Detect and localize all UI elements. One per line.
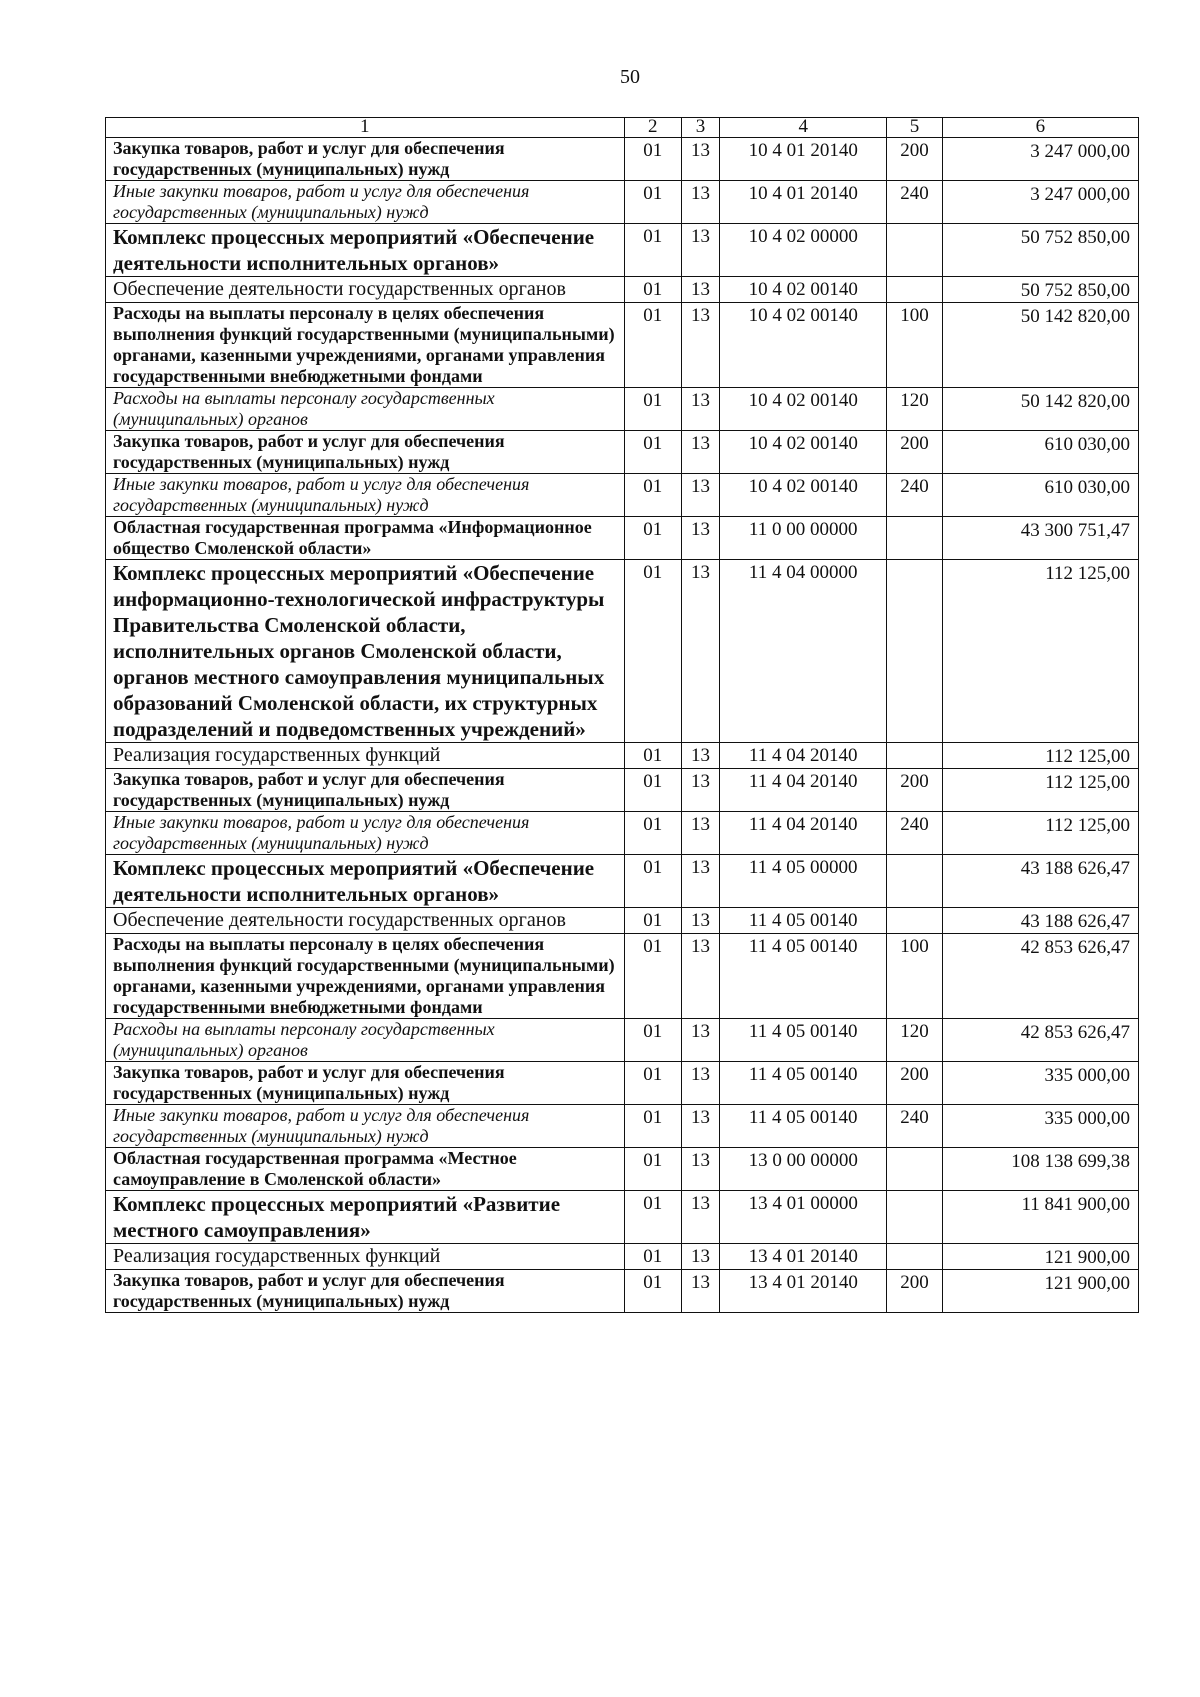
table-row [106,431,1139,474]
row-subsection-code: 13 [681,769,719,812]
page-number: 50 [620,66,640,88]
row-name: Обеспечение деятельности государственных органов [106,277,625,303]
row-section-code: 01 [624,1105,681,1148]
header-col-4: 4 [720,118,887,138]
table-row [106,855,1139,908]
row-subsection-code: 13 [681,1270,719,1313]
row-amount: 50 752 850,00 [942,224,1138,277]
row-section-code: 01 [624,934,681,1019]
row-subsection-code: 13 [681,431,719,474]
table-row [106,769,1139,812]
row-expense-type: 200 [887,1270,942,1313]
row-amount: 43 300 751,47 [942,517,1138,560]
row-amount: 50 752 850,00 [942,277,1138,303]
row-amount: 335 000,00 [942,1105,1138,1148]
row-expense-type: 240 [887,181,942,224]
row-name: Иные закупки товаров, работ и услуг для обеспечения государственных (муниципальных) нужд [106,181,625,224]
row-name: Иные закупки товаров, работ и услуг для обеспечения государственных (муниципальных) нужд [106,1105,625,1148]
row-target-article: 10 4 01 20140 [720,181,887,224]
row-section-code: 01 [624,812,681,855]
row-target-article: 10 4 01 20140 [720,138,887,181]
row-target-article: 10 4 02 00140 [720,431,887,474]
row-target-article: 13 4 01 20140 [720,1270,887,1313]
row-amount: 112 125,00 [942,560,1138,743]
row-name: Областная государственная программа «Информационное общество Смоленской области» [106,517,625,560]
row-subsection-code: 13 [681,474,719,517]
row-amount: 112 125,00 [942,812,1138,855]
row-target-article: 10 4 02 00140 [720,277,887,303]
row-amount: 112 125,00 [942,769,1138,812]
row-subsection-code: 13 [681,560,719,743]
row-expense-type [887,277,942,303]
row-name: Комплекс процессных мероприятий «Развитие местного самоуправления» [106,1191,625,1244]
row-name: Расходы на выплаты персоналу государственных (муниципальных) органов [106,1019,625,1062]
row-section-code: 01 [624,908,681,934]
row-subsection-code: 13 [681,908,719,934]
table-row [106,908,1139,934]
row-subsection-code: 13 [681,1019,719,1062]
table-row [106,138,1139,181]
row-amount: 112 125,00 [942,743,1138,769]
row-name: Закупка товаров, работ и услуг для обеспечения государственных (муниципальных) нужд [106,431,625,474]
row-amount: 42 853 626,47 [942,1019,1138,1062]
table-row [106,1105,1139,1148]
row-subsection-code: 13 [681,855,719,908]
row-expense-type [887,224,942,277]
row-section-code: 01 [624,303,681,388]
row-section-code: 01 [624,181,681,224]
row-expense-type: 200 [887,138,942,181]
row-subsection-code: 13 [681,303,719,388]
row-expense-type [887,1191,942,1244]
row-expense-type: 100 [887,303,942,388]
row-target-article: 11 4 05 00140 [720,908,887,934]
row-subsection-code: 13 [681,181,719,224]
header-col-5: 5 [887,118,942,138]
row-subsection-code: 13 [681,388,719,431]
row-section-code: 01 [624,855,681,908]
row-section-code: 01 [624,1019,681,1062]
row-expense-type [887,855,942,908]
row-expense-type [887,1148,942,1191]
row-target-article: 11 4 04 20140 [720,769,887,812]
row-subsection-code: 13 [681,1062,719,1105]
row-amount: 50 142 820,00 [942,303,1138,388]
row-target-article: 11 4 04 00000 [720,560,887,743]
row-section-code: 01 [624,560,681,743]
row-subsection-code: 13 [681,812,719,855]
table-row [106,224,1139,277]
row-name: Иные закупки товаров, работ и услуг для обеспечения государственных (муниципальных) нужд [106,812,625,855]
row-amount: 3 247 000,00 [942,138,1138,181]
table-row [106,1191,1139,1244]
row-name: Закупка товаров, работ и услуг для обеспечения государственных (муниципальных) нужд [106,769,625,812]
row-expense-type: 200 [887,769,942,812]
row-subsection-code: 13 [681,1148,719,1191]
row-amount: 43 188 626,47 [942,908,1138,934]
row-subsection-code: 13 [681,743,719,769]
row-expense-type [887,517,942,560]
row-target-article: 10 4 02 00000 [720,224,887,277]
table-row [106,1270,1139,1313]
row-amount: 42 853 626,47 [942,934,1138,1019]
table-row [106,517,1139,560]
row-subsection-code: 13 [681,277,719,303]
row-name: Комплекс процессных мероприятий «Обеспечение деятельности исполнительных органов» [106,855,625,908]
row-subsection-code: 13 [681,1105,719,1148]
row-name: Реализация государственных функций [106,1244,625,1270]
row-section-code: 01 [624,1244,681,1270]
row-amount: 11 841 900,00 [942,1191,1138,1244]
row-section-code: 01 [624,474,681,517]
row-target-article: 11 4 04 20140 [720,812,887,855]
row-amount: 108 138 699,38 [942,1148,1138,1191]
row-subsection-code: 13 [681,1244,719,1270]
header-col-2: 2 [624,118,681,138]
table-row [106,474,1139,517]
row-expense-type: 240 [887,474,942,517]
row-expense-type: 120 [887,388,942,431]
row-expense-type [887,743,942,769]
row-section-code: 01 [624,388,681,431]
row-amount: 3 247 000,00 [942,181,1138,224]
row-section-code: 01 [624,277,681,303]
row-target-article: 11 4 05 00000 [720,855,887,908]
row-subsection-code: 13 [681,517,719,560]
row-section-code: 01 [624,138,681,181]
row-name: Расходы на выплаты персоналу государственных (муниципальных) органов [106,388,625,431]
row-subsection-code: 13 [681,224,719,277]
row-name: Расходы на выплаты персоналу в целях обеспечения выполнения функций государственными (муниципальными) органами, казенными учреждениями, органами управления государственными внебюджетными фондами [106,934,625,1019]
row-name: Закупка товаров, работ и услуг для обеспечения государственных (муниципальных) нужд [106,1062,625,1105]
table-row [106,934,1139,1019]
row-target-article: 13 0 00 00000 [720,1148,887,1191]
row-expense-type: 240 [887,812,942,855]
row-target-article: 10 4 02 00140 [720,388,887,431]
header-row [106,118,1139,138]
row-name: Обеспечение деятельности государственных органов [106,908,625,934]
table-row [106,1062,1139,1105]
header-col-6: 6 [942,118,1138,138]
table-row [106,560,1139,743]
row-name: Областная государственная программа «Местное самоуправление в Смоленской области» [106,1148,625,1191]
row-section-code: 01 [624,517,681,560]
row-section-code: 01 [624,224,681,277]
table-row [106,1244,1139,1270]
row-expense-type: 100 [887,934,942,1019]
row-target-article: 11 4 05 00140 [720,1019,887,1062]
table-row [106,743,1139,769]
budget-table [105,117,1139,1313]
row-name: Иные закупки товаров, работ и услуг для обеспечения государственных (муниципальных) нужд [106,474,625,517]
row-name: Реализация государственных функций [106,743,625,769]
row-name: Закупка товаров, работ и услуг для обеспечения государственных (муниципальных) нужд [106,1270,625,1313]
row-subsection-code: 13 [681,1191,719,1244]
row-target-article: 10 4 02 00140 [720,303,887,388]
row-name: Комплекс процессных мероприятий «Обеспечение информационно-технологической инфраструктуры Правительства Смоленской области, исполнительных органов Смоленской области, органов местного самоуправления муниципальных образований Смоленской области, их структурных подразделений и подведомственных учреждений» [106,560,625,743]
row-subsection-code: 13 [681,934,719,1019]
header-col-3: 3 [681,118,719,138]
table-header [106,118,1139,138]
row-target-article: 11 4 04 20140 [720,743,887,769]
row-expense-type: 120 [887,1019,942,1062]
table-row [106,388,1139,431]
row-target-article: 13 4 01 00000 [720,1191,887,1244]
row-amount: 50 142 820,00 [942,388,1138,431]
row-target-article: 11 4 05 00140 [720,1105,887,1148]
row-expense-type: 200 [887,1062,942,1105]
row-target-article: 13 4 01 20140 [720,1244,887,1270]
table-row [106,1148,1139,1191]
row-amount: 43 188 626,47 [942,855,1138,908]
row-name: Расходы на выплаты персоналу в целях обеспечения выполнения функций государственными (муниципальными) органами, казенными учреждениями, органами управления государственными внебюджетными фондами [106,303,625,388]
row-amount: 121 900,00 [942,1270,1138,1313]
row-expense-type [887,908,942,934]
row-expense-type [887,560,942,743]
row-expense-type [887,1244,942,1270]
row-amount: 335 000,00 [942,1062,1138,1105]
table-body [106,138,1139,1313]
row-amount: 610 030,00 [942,431,1138,474]
row-name: Закупка товаров, работ и услуг для обеспечения государственных (муниципальных) нужд [106,138,625,181]
row-section-code: 01 [624,1270,681,1313]
row-target-article: 10 4 02 00140 [720,474,887,517]
row-section-code: 01 [624,1191,681,1244]
row-target-article: 11 4 05 00140 [720,934,887,1019]
table-row [106,1019,1139,1062]
header-col-1: 1 [106,118,625,138]
row-section-code: 01 [624,769,681,812]
row-amount: 121 900,00 [942,1244,1138,1270]
row-expense-type: 200 [887,431,942,474]
row-amount: 610 030,00 [942,474,1138,517]
row-expense-type: 240 [887,1105,942,1148]
row-section-code: 01 [624,743,681,769]
row-section-code: 01 [624,431,681,474]
row-section-code: 01 [624,1062,681,1105]
row-target-article: 11 0 00 00000 [720,517,887,560]
table-row [106,303,1139,388]
row-name: Комплекс процессных мероприятий «Обеспечение деятельности исполнительных органов» [106,224,625,277]
table-row [106,181,1139,224]
row-section-code: 01 [624,1148,681,1191]
row-target-article: 11 4 05 00140 [720,1062,887,1105]
table-row [106,812,1139,855]
table-row [106,277,1139,303]
row-subsection-code: 13 [681,138,719,181]
